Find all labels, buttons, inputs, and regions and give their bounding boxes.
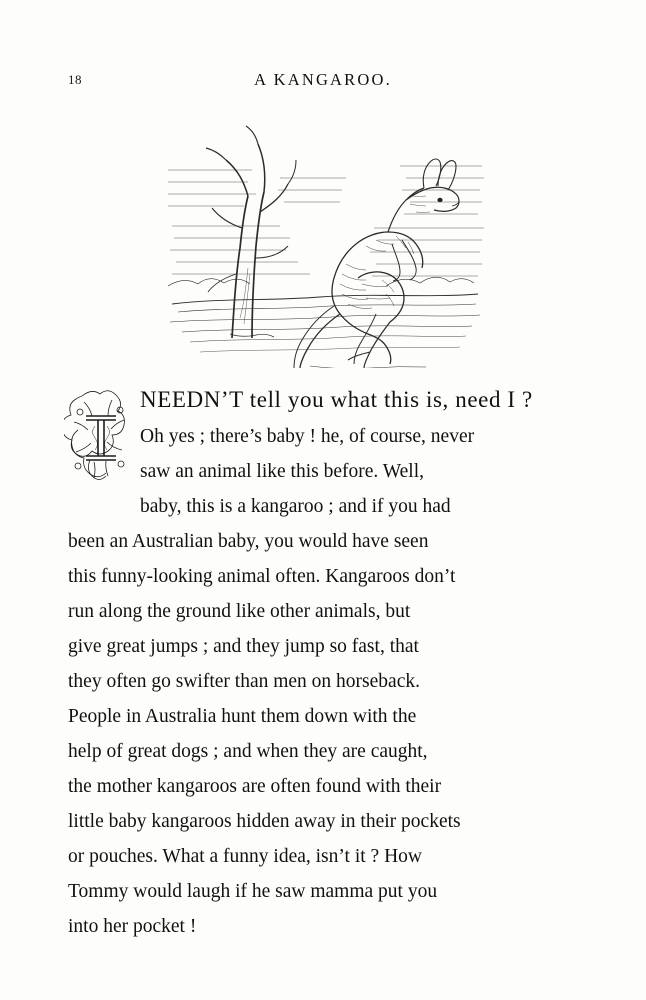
decorative-initial-icon bbox=[64, 386, 136, 490]
page-number: 18 bbox=[68, 72, 82, 87]
line-5: been an Australian baby, you would have seen bbox=[68, 531, 429, 552]
line-14: or pouches. What a funny idea, isn’t it ? How bbox=[68, 846, 422, 867]
line-11: help of great dogs ; and when they are caught, bbox=[68, 741, 428, 762]
line-9: they often go swifter than men on horseback. bbox=[68, 671, 420, 692]
paragraph-kangaroo bbox=[68, 382, 580, 944]
line-6: this funny-looking animal often. Kangaroos don’t bbox=[68, 566, 456, 587]
kangaroo-illustration bbox=[160, 108, 490, 368]
line-12: the mother kangaroos are often found with their bbox=[68, 776, 442, 797]
line-3: saw an animal like this before. Well, bbox=[140, 461, 424, 482]
page-header bbox=[0, 72, 646, 92]
line-8: give great jumps ; and they jump so fast, that bbox=[68, 636, 419, 657]
line-15: Tommy would laugh if he saw mamma put you bbox=[68, 881, 438, 902]
line-2: Oh yes ; there’s baby ! he, of course, never bbox=[140, 426, 475, 447]
line-13: little baby kangaroos hidden away in their pockets bbox=[68, 811, 461, 832]
line-4: baby, this is a kangaroo ; and if you had bbox=[140, 496, 451, 517]
line-16: into her pocket ! bbox=[68, 916, 197, 937]
running-head: A KANGAROO. bbox=[254, 70, 392, 89]
line-10: People in Australia hunt them down with the bbox=[68, 706, 417, 727]
first-word: NEEDN’T tell you what this is, need I ? bbox=[140, 387, 533, 412]
body-text bbox=[68, 382, 580, 944]
line-7: run along the ground like other animals, but bbox=[68, 601, 411, 622]
